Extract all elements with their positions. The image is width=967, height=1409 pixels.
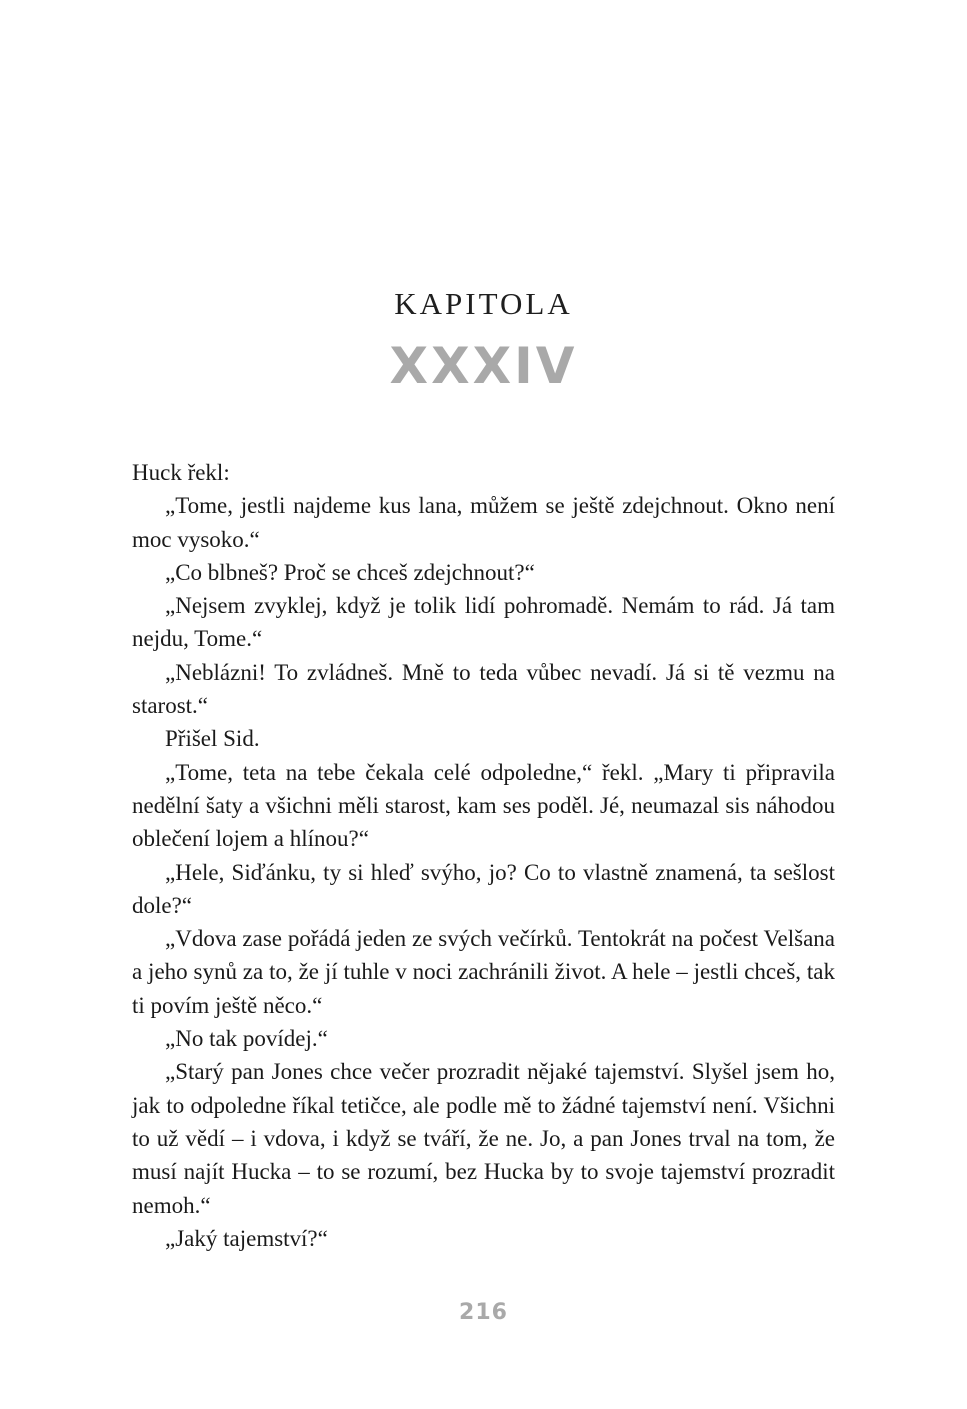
paragraph: „Tome, teta na tebe čekala celé odpoledne,“ řekl. „Mary ti připravila nedělní šaty a všichni měli starost, kam ses poděl. Jé, neumazal sis náhodou oblečení lojem a hlínou?“	[132, 759, 835, 852]
paragraph: „Tome, jestli najdeme kus lana, můžem se ještě zdejchnout. Okno není moc vysoko.“	[132, 493, 835, 552]
paragraph: „No tak povídej.“	[165, 1026, 328, 1052]
paragraph: „Co blbneš? Proč se chceš zdejchnout?“	[165, 559, 535, 585]
paragraph: „Vdova zase pořádá jeden ze svých večírků. Tentokrát na počest Velšana a jeho synů za to, že jí tuhle v noci zachránili život. A hele – jestli chceš, tak ti povím ještě něco.“	[132, 926, 835, 1018]
paragraph: „Hele, Siďánku, ty si hleď svýho, jo? Co to vlastně znamená, ta sešlost dole?“	[132, 859, 835, 918]
paragraph: „Nejsem zvyklej, když je tolik lidí pohromadě. Nemám to rád. Já tam nejdu, Tome.“	[132, 593, 835, 652]
chapter-label: KAPITOLA	[394, 286, 573, 321]
paragraph: Huck řekl:	[132, 460, 230, 485]
paragraph: „Jaký tajemství?“	[165, 1225, 328, 1251]
chapter-number: XXXIV	[389, 337, 578, 395]
paragraph: „Starý pan Jones chce večer prozradit nějaké tajemství. Slyšel jsem ho, jak to odpoledne říkal tetičce, ale podle mě to žádné tajemství není. Všichni to už vědí – i vdova, i když se tváří, že ne. Jo, a pan Jones trval na tom, že musí najít Hucka – to se rozumí, bez Hucka by to svoje tajemství prozradit nemoh.“	[132, 1059, 835, 1218]
paragraph: Přišel Sid.	[165, 726, 260, 752]
page-number: 216	[459, 1300, 508, 1325]
body-text	[132, 456, 835, 1255]
paragraph: „Neblázni! To zvládneš. Mně to teda vůbec nevadí. Já si tě vezmu na starost.“	[132, 659, 835, 719]
